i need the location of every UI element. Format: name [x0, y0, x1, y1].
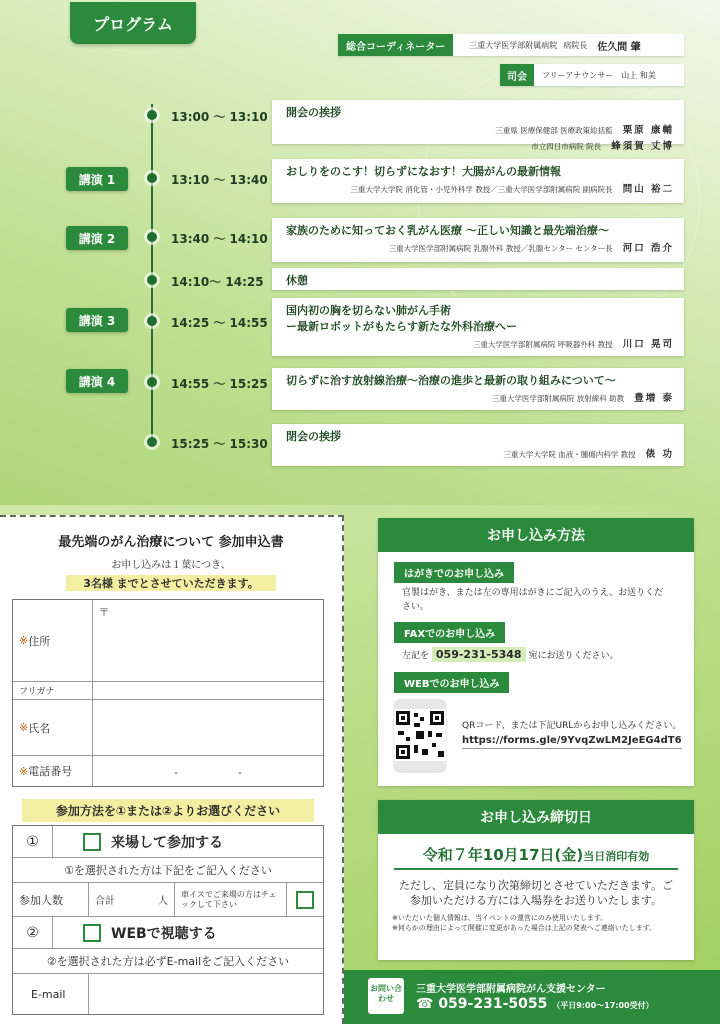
application-form — [0, 515, 344, 1024]
option-2-row — [13, 917, 323, 949]
personal-info-table — [12, 599, 324, 787]
web-apply-area — [394, 699, 682, 771]
timeline-dot — [147, 173, 157, 183]
fax-number: 059-231-5348 — [432, 647, 526, 662]
postcard-text: 官製はがき、または左の専用はがきにご記入のうえ、お送りください。 — [402, 588, 664, 612]
email-label: E-mail — [13, 974, 89, 1014]
name-field[interactable] — [93, 700, 323, 755]
address-row — [13, 600, 323, 682]
name-label: ※ 氏名 — [13, 700, 93, 755]
mc-org: フリーアナウンサー — [542, 70, 614, 80]
phone-row — [13, 756, 323, 786]
time-slot: 14:25 ～ 14:55 — [171, 316, 268, 330]
option-1-row — [13, 826, 323, 858]
time-slot: 15:25 ～ 15:30 — [171, 437, 268, 451]
apply-method-box — [378, 518, 694, 786]
wheelchair-label: 車イスでご来場の方はチェックして下さい — [175, 883, 287, 916]
timeline-dot — [147, 316, 157, 326]
attendance-row — [13, 883, 323, 917]
schedule-card — [272, 100, 684, 152]
email-field[interactable] — [89, 974, 323, 1014]
time-slot: 14:55 ～ 15:25 — [171, 377, 268, 391]
lecture-badge: 講演 1 — [66, 167, 128, 191]
timeline-dot — [147, 275, 157, 285]
option-2-label: WEBで視聴する — [111, 925, 217, 942]
timeline-dot — [147, 437, 157, 447]
time-slot: 13:00 ～ 13:10 — [171, 110, 268, 124]
speaker-line: 三重県 医療保健部 医療政策総括監 栗原 康輔 — [495, 125, 674, 136]
coordinator-name: 佐久間 肇 — [597, 41, 641, 53]
address-field[interactable] — [93, 600, 323, 681]
option-1-number: ① — [13, 826, 53, 857]
speaker-line: 三重大学大学院 消化管・小児外科学 教授／三重大学医学部附属病院 副病院長 問山 裕二 — [350, 184, 674, 195]
wheelchair-check-cell — [287, 883, 323, 916]
address-label: ※ 住所 — [13, 600, 93, 681]
speaker-line: 三重大学医学部附属病院 呼吸器外科 教授 川口 晃司 — [472, 339, 674, 350]
form-note: お申し込みは１葉につき、 — [111, 560, 231, 571]
count-label: 参加人数 — [13, 883, 89, 916]
schedule-card — [272, 159, 684, 203]
deadline-box — [378, 800, 694, 960]
contact-badge: お問い合わせ — [368, 978, 404, 1014]
privacy-note: ※いただいた個人情報は、当イベントの運営にのみ使用いたします。 ※何らかの理由によって開催に変更があった場合は上記の発表へご連絡いたします。 — [392, 913, 657, 933]
phone-field[interactable]: - - — [174, 768, 242, 779]
session-subtitle: ー最新ロボットがもたらす新たな外科治療へー — [286, 320, 517, 333]
deadline-date: 令和７年10月17日(金)当日消印有効 — [394, 844, 678, 870]
contact-org: 三重大学医学部附属病院がん支援センター — [416, 984, 606, 995]
apply-header: お申し込み方法 — [378, 518, 694, 552]
timeline-dot — [147, 232, 157, 242]
program-section — [0, 0, 720, 505]
furigana-row — [13, 682, 323, 700]
speaker-line: 三重大学医学部附属病院 乳腺外科 教授／乳腺センター センター長 河口 浩介 — [388, 243, 674, 254]
coordinator-role: 病院長 — [563, 40, 588, 50]
lecture-badge: 講演 3 — [66, 308, 128, 332]
coordinator-bar — [338, 34, 684, 56]
postcard-label: はがきでのお申し込み — [394, 562, 514, 583]
method-table — [12, 825, 324, 1015]
name-row — [13, 700, 323, 756]
session-title: 家族のために知っておく乳がん医療 ～正しい知識と最先端治療～ — [286, 224, 609, 237]
option-1-checkbox[interactable] — [83, 833, 101, 851]
postal-mark: 〒 — [99, 608, 109, 619]
option-1-note: ①を選択された方は下記をご記入ください — [13, 858, 323, 883]
session-title: 閉会の挨拶 — [286, 430, 341, 443]
deadline-header: お申し込み締切日 — [378, 800, 694, 834]
coordinator-org: 三重大学医学部附属病院 — [469, 40, 558, 50]
timeline-line — [151, 104, 153, 444]
deadline-text: ただし、定員になり次第締切とさせていただきます。ご参加いただける方には入場券をお送りいたします。 — [398, 879, 674, 908]
time-slot: 13:40 ～ 14:10 — [171, 232, 268, 246]
furigana-label: フリガナ — [13, 682, 93, 699]
option-2-checkbox[interactable] — [83, 924, 101, 942]
session-title: 休憩 — [286, 274, 308, 287]
program-tag: プログラム — [70, 2, 196, 44]
count-field[interactable]: 合計 人 — [89, 883, 175, 916]
schedule-card — [272, 424, 684, 466]
lecture-badge: 講演 4 — [66, 369, 128, 393]
form-limit-note: 3名様 までとさせていただきます。 — [66, 575, 276, 591]
fax-label: FAXでのお申し込み — [394, 622, 505, 643]
session-title: 開会の挨拶 — [286, 106, 341, 119]
schedule-card — [272, 218, 684, 262]
qr-code-icon[interactable] — [394, 699, 446, 771]
contact-phone[interactable]: ☎ 059-231-5055 （平日9:00～17:00受付） — [416, 996, 654, 1012]
contact-footer — [344, 970, 720, 1024]
web-apply-text: QRコード、または下記URLからお申し込みください。 https://forms.gle/9YvqZwLM2JeEG4dT6 — [462, 720, 682, 750]
speaker-line: 三重大学大学院 血液・腫瘍内科学 教授 俵 功 — [503, 449, 674, 460]
speaker-line-2: 市立四日市病院 院長 蜂須賀 丈博 — [531, 141, 674, 152]
schedule-card — [272, 368, 684, 410]
mc-name: 山上 和美 — [621, 70, 656, 80]
mc-bar — [500, 64, 684, 86]
option-1-label: 来場して参加する — [111, 834, 223, 851]
contact-hours: （平日9:00～17:00受付） — [552, 1001, 654, 1010]
speaker-line: 三重大学医学部附属病院 放射線科 助教 豊増 泰 — [491, 393, 674, 404]
option-2-note: ②を選択された方は必ずE-mailをご記入ください — [13, 949, 323, 974]
phone-label: ※ 電話番号 — [13, 756, 93, 786]
session-title: 切らずに治す放射線治療～治療の進歩と最新の取り組みについて～ — [286, 374, 616, 387]
lecture-badge: 講演 2 — [66, 226, 128, 250]
furigana-field[interactable] — [93, 682, 323, 699]
session-title: おしりをのこす！切らずになおす！大腸がんの最新情報 — [286, 165, 561, 178]
coordinator-label: 総合コーディネーター — [338, 34, 453, 56]
session-title: 国内初の胸を切らない肺がん手術 — [286, 304, 451, 317]
apply-url-link[interactable]: https://forms.gle/9YvqZwLM2JeEG4dT6 — [462, 733, 682, 749]
timeline-dot — [147, 110, 157, 120]
form-title: 最先端のがん治療について 参加申込書 — [58, 535, 284, 550]
option-2-number: ② — [13, 917, 53, 948]
schedule-card — [272, 298, 684, 356]
time-slot: 14:10～ 14:25 — [171, 275, 264, 289]
choose-method-banner: 参加方法を①または②よりお選びください — [22, 799, 314, 822]
timeline-dot — [147, 377, 157, 387]
email-row — [13, 974, 323, 1014]
schedule-card — [272, 268, 684, 290]
web-label: WEBでのお申し込み — [394, 672, 509, 693]
mc-label: 司会 — [500, 64, 534, 86]
time-slot: 13:10 ～ 13:40 — [171, 173, 268, 187]
wheelchair-checkbox[interactable] — [296, 891, 314, 909]
fax-line: 左記を 059-231-5348 宛にお送りください。 — [402, 648, 619, 661]
